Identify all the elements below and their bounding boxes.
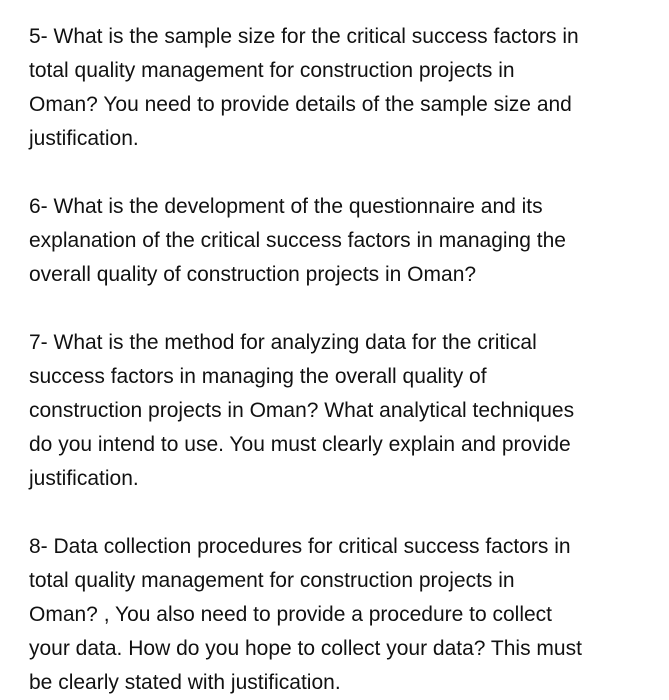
question-8-line-3: Oman? , You also need to provide a procedure to collect xyxy=(29,603,553,626)
question-6-line-3: overall quality of construction projects in Oman? xyxy=(29,263,477,286)
question-6-line-2: explanation of the critical success factors in managing the xyxy=(29,229,566,252)
question-5-line-1: 5- What is the sample size for the critical success factors in xyxy=(29,25,579,48)
question-7-line-1: 7- What is the method for analyzing data for the critical xyxy=(29,331,537,354)
question-7-line-2: success factors in managing the overall quality of xyxy=(29,365,487,388)
question-8-line-1: 8- Data collection procedures for critical success factors in xyxy=(29,535,571,558)
question-7-line-5: justification. xyxy=(29,467,139,490)
question-5-line-2: total quality management for construction projects in xyxy=(29,59,515,82)
question-7 xyxy=(29,326,659,496)
question-8-line-4: your data. How do you hope to collect your data? This must xyxy=(29,637,582,660)
question-7-line-3: construction projects in Oman? What analytical techniques xyxy=(29,399,575,422)
question-5-line-3: Oman? You need to provide details of the sample size and xyxy=(29,93,572,116)
question-7-line-4: do you intend to use. You must clearly explain and provide xyxy=(29,433,571,456)
question-6 xyxy=(29,190,659,292)
question-5 xyxy=(29,20,659,156)
question-8 xyxy=(29,530,659,700)
question-6-line-1: 6- What is the development of the questionnaire and its xyxy=(29,195,543,218)
document-body xyxy=(29,20,659,700)
question-5-line-4: justification. xyxy=(29,127,139,150)
question-8-line-2: total quality management for construction projects in xyxy=(29,569,515,592)
question-8-line-5: be clearly stated with justification. xyxy=(29,671,341,694)
